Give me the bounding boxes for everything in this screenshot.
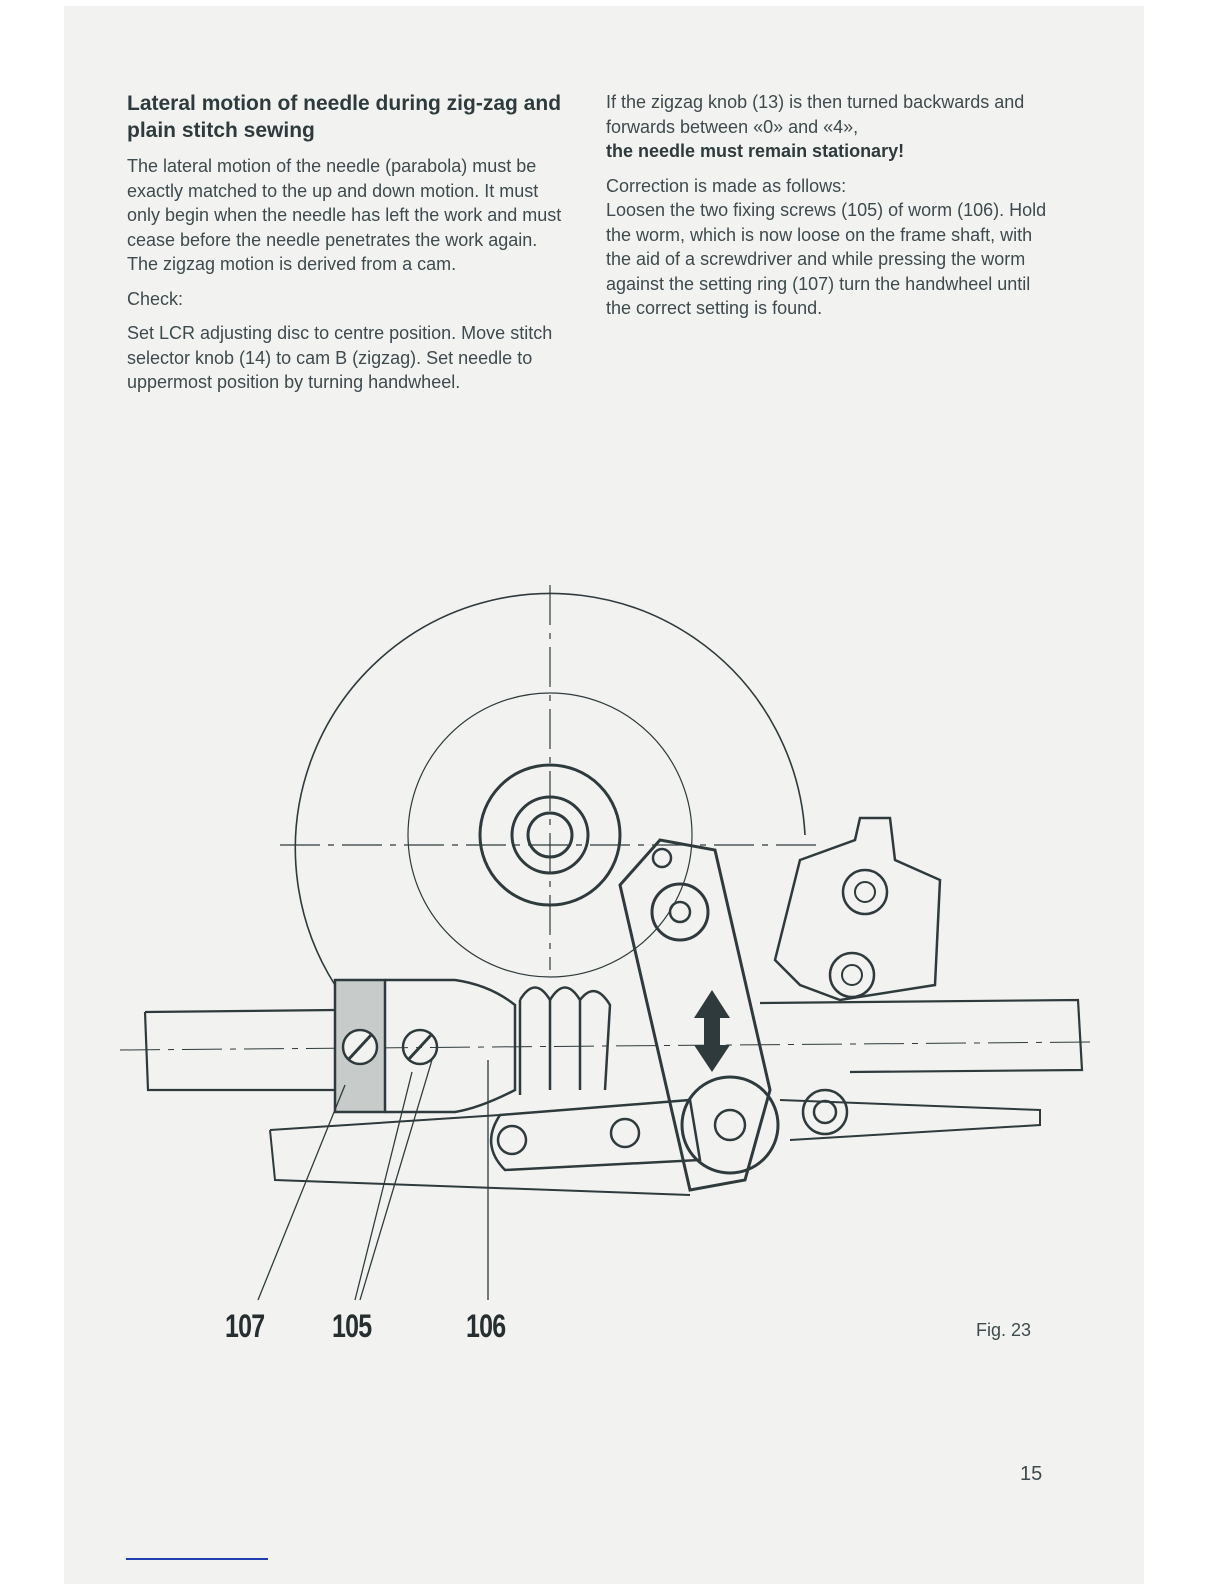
label-105: 105 [332,1308,372,1344]
screw-105-slot [408,1034,432,1060]
worm-threads-106 [520,988,610,1096]
bracket-lower-hole [830,953,874,997]
footer-rule [126,1558,268,1560]
worm-collar-105 [385,980,515,1112]
arm-lower-pin [715,1110,745,1140]
label-107: 107 [225,1308,265,1344]
right-screw-outer [803,1090,847,1134]
frame-shaft [145,1000,1082,1090]
lever-pin-left [498,1126,526,1154]
stationary-text: If the zigzag knob (13) is then turned backwards and forwards between «0» and «4», [606,92,1025,137]
arm-lower-pivot [682,1077,778,1173]
correction-paragraph: Loosen the two fixing screws (105) of worm (106). Hold the worm, which is now loose on the frame shaft, with the aid of a screwdriver and while pressing the worm against the setting ring (107) turn the handwheel until the correct setting is found. [606,200,1047,318]
correction-label: Correction is made as follows: [606,175,847,196]
bracket-lower-pin [842,965,862,985]
arm-upper-pin [670,902,690,922]
check-paragraph: Set LCR adjusting disc to centre position. Move stitch selector knob (14) to cam B (zigzag). Set needle to uppermost position by turning handwheel. [127,323,553,392]
right-screw-inner [814,1101,836,1123]
label-106: 106 [466,1308,506,1344]
lever-pin-mid [611,1119,639,1147]
check-label: Check: [127,288,184,309]
bracket-upper-pin [855,882,875,902]
figure-caption: Fig. 23 [976,1320,1032,1340]
intro-paragraph: The lateral motion of the needle (parabola) must be exactly matched to the up and down motion. It must only begin when the needle has left the work and must cease before the needle penetrates the work again. The zigzag motion is derived from a cam. [127,156,562,274]
base-bar [270,1100,1040,1195]
double-arrow-icon [694,990,730,1072]
arm-top-pin [653,849,671,867]
lower-lever [491,1100,700,1170]
page-number: 15 [1020,1463,1043,1485]
stationary-emphasis: the needle must remain stationary! [606,141,905,161]
section-heading: Lateral motion of needle during zig-zag and plain stitch sewing [127,92,562,142]
bracket-upper-hole [843,870,887,914]
